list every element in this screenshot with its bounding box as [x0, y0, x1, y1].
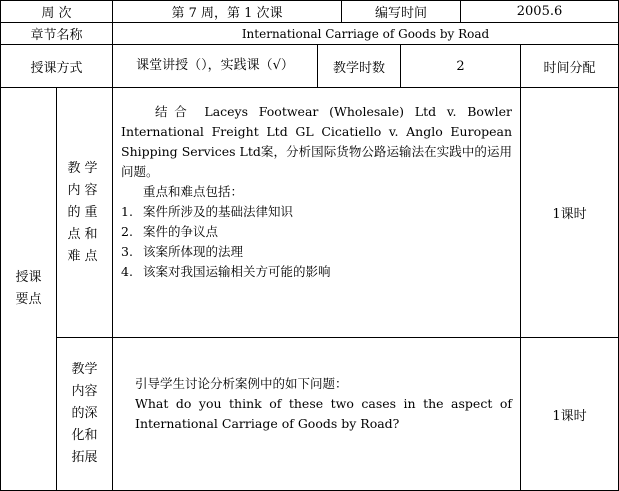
section1-intro: 结合 Laceys Footwear (Wholesale) Ltd v. Bowler International Freight Ltd GL Cicatiello v. Anglo European Shipping Services Ltd案，分析国际货物公路运输法在实践中的运用问题。 [121, 104, 512, 179]
section1-content [112, 87, 521, 338]
point-text: 该案所体现的法理 [143, 244, 244, 259]
list-item [121, 242, 512, 262]
section2-label [56, 337, 113, 491]
key-points-label-text: 授课要点 [15, 270, 42, 307]
point-number: 3. [121, 244, 133, 259]
section1-label [56, 87, 113, 338]
compile-time-value [460, 0, 619, 23]
week-label [0, 0, 113, 23]
section2-line1: 引导学生讨论分析案例中的如下问题： [135, 376, 348, 391]
section1-points-list [121, 202, 512, 282]
hours-value [400, 44, 521, 88]
hours-label [317, 44, 401, 88]
week-value-text: 第 7 周，第 1 次课 [171, 6, 283, 21]
point-number: 4. [121, 264, 133, 279]
compile-time-label-text: 编写时间 [374, 6, 427, 21]
compile-time-value-text: 2005.6 [516, 4, 563, 19]
section2-time-text: 1课时 [552, 408, 587, 424]
compile-time-label [341, 0, 461, 23]
time-alloc-label [520, 44, 619, 88]
hours-value-text: 2 [456, 58, 465, 74]
chapter-label-text: 章节名称 [30, 28, 83, 43]
point-text: 该案对我国运输相关方可能的影响 [143, 264, 331, 279]
chapter-value [112, 22, 619, 45]
section1-label-text: 教学内容的重点和难点 [67, 160, 102, 264]
list-item [121, 202, 512, 222]
point-text: 案件的争议点 [143, 224, 219, 239]
method-label [0, 44, 113, 88]
point-number: 1. [121, 204, 133, 219]
method-value [112, 44, 318, 88]
list-item [121, 222, 512, 242]
list-item [121, 262, 512, 282]
method-label-text: 授课方式 [30, 60, 83, 76]
section1-points-heading: 重点和难点包括： [143, 184, 244, 199]
week-label-text: 周 次 [41, 6, 72, 21]
section1-time [520, 87, 619, 338]
week-value [112, 0, 342, 23]
point-text: 案件所涉及的基础法律知识 [143, 204, 294, 219]
section2-label-text: 教学内容的深化和拓展 [71, 362, 98, 465]
chapter-value-text: International Carriage of Goods by Road [241, 26, 490, 41]
time-alloc-label-text: 时间分配 [543, 60, 596, 76]
chapter-label [0, 22, 113, 45]
hours-label-text: 教学时数 [332, 60, 385, 76]
section2-line2: What do you think of these two cases in the aspect of International Carriage of Goods by Road? [135, 396, 512, 431]
method-value-text: 课堂讲授（），实践课（√） [136, 58, 294, 73]
section1-time-text: 1课时 [552, 207, 587, 222]
point-number: 2. [121, 224, 133, 239]
key-points-label [0, 87, 57, 491]
section2-content [112, 337, 521, 491]
section2-time [520, 337, 619, 491]
